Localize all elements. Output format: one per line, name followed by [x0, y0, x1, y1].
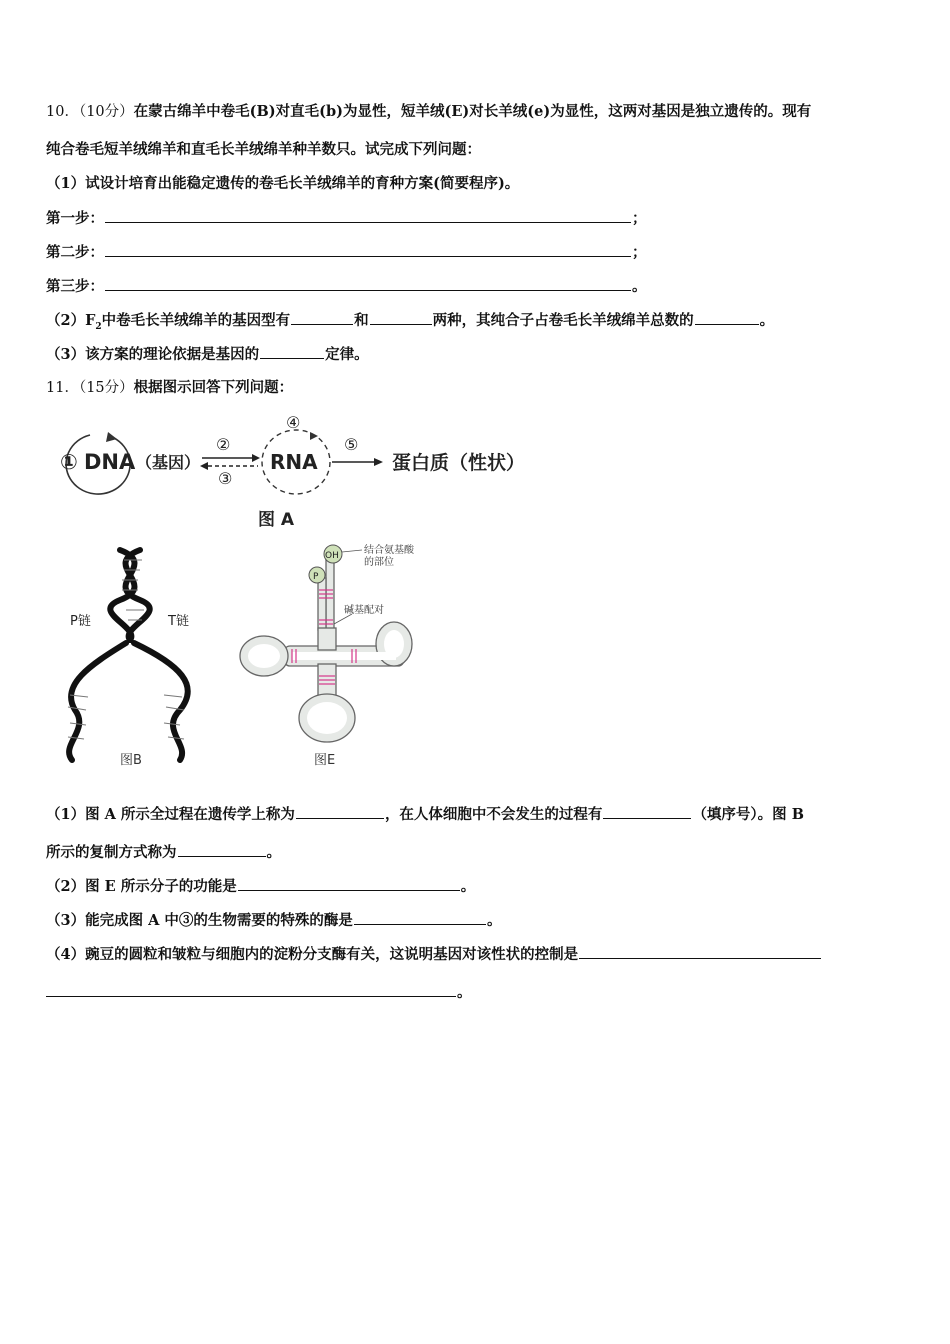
q11-part3-text-a: （3）能完成图 A 中③的生物需要的特殊的酶是	[46, 912, 353, 929]
gene-label: （基因）	[136, 453, 201, 472]
law-blank[interactable]	[260, 344, 324, 359]
figure-e	[234, 540, 444, 770]
figure-b-caption: 图B	[120, 753, 142, 768]
p-chain-strand	[69, 643, 126, 760]
protein-label: 蛋白质（性状）	[392, 452, 526, 474]
q10-step2	[46, 242, 647, 263]
q10-part1: （1）试设计培育出能稳定遗传的卷毛长羊绒绵羊的育种方案(简要程序)。	[46, 175, 520, 192]
figure-b	[60, 545, 220, 770]
q11-part1-text-d: 所示的复制方式称为	[46, 844, 177, 861]
replication-mode-blank[interactable]	[178, 842, 266, 857]
q10-line2: 纯合卷毛短羊绒绵羊和直毛长羊绒绵羊种羊数只。试完成下列问题：	[46, 141, 481, 158]
step-4-label: ④	[286, 413, 301, 432]
step-5-label: ⑤	[344, 435, 359, 454]
proportion-blank[interactable]	[695, 310, 759, 325]
rna-replication-arrowhead	[310, 432, 318, 440]
step1-label: 第一步：	[46, 210, 104, 227]
q11-part1-line2	[46, 842, 281, 863]
part2-text-e: 。	[759, 312, 775, 329]
central-dogma-blank[interactable]	[296, 804, 384, 819]
step2-end: ；	[632, 244, 647, 261]
q11-part1-text-b: ，在人体细胞中不会发生的过程有	[384, 806, 603, 823]
q10-part2	[46, 310, 774, 337]
stem-junction	[318, 628, 336, 650]
part3-text-a: （3）该方案的理论依据是基因的	[46, 346, 260, 363]
process-number-blank[interactable]	[603, 804, 691, 819]
aa-site-pointer	[342, 550, 362, 552]
step3-label: 第三步：	[46, 278, 104, 295]
transcription-arrowhead	[252, 454, 260, 462]
step-3-label: ③	[218, 469, 233, 488]
q11-part2-text-b: 。	[460, 878, 476, 895]
q10-number: 10．（10分）	[46, 104, 134, 120]
aa-binding-site-label-1: 结合氨基酸	[364, 545, 414, 556]
gene-control-blank-2[interactable]	[46, 982, 456, 997]
q11-part1-text-c: （填序号）。图 B	[692, 806, 804, 823]
rna-label: RNA	[270, 450, 318, 474]
part2-text-a: （2）F	[46, 312, 96, 329]
q11-part4-text-a: （4）豌豆的圆粒和皱粒与细胞内的淀粉分支酶有关，这说明基因对该性状的控制是	[46, 946, 579, 963]
p-chain-label: P链	[70, 614, 91, 629]
gene-control-blank-1[interactable]	[579, 944, 821, 959]
part3-text-b: 定律。	[325, 346, 369, 363]
q10-line1	[46, 102, 811, 122]
figure-a	[52, 410, 542, 535]
step-2-label: ②	[216, 435, 231, 454]
part2-text-c: 和	[354, 312, 369, 329]
step3-end: 。	[632, 278, 647, 295]
enzyme-blank[interactable]	[354, 910, 486, 925]
acceptor-stem-left	[318, 578, 326, 630]
q10-part3	[46, 344, 369, 365]
t-chain-strand	[134, 643, 188, 760]
q11-stem: 根据图示回答下列问题：	[133, 379, 294, 396]
q11-part2-text-a: （2）图 E 所示分子的功能是	[46, 878, 237, 895]
q10-step3	[46, 276, 647, 297]
aa-binding-site-label-2: 的部位	[364, 557, 394, 568]
step2-label: 第二步：	[46, 244, 104, 261]
q11-part4-line2	[46, 982, 472, 1003]
oh-label: OH	[325, 551, 339, 561]
t-chain-label: T链	[168, 614, 189, 629]
q11-part3-text-b: 。	[486, 912, 502, 929]
q11-part1-text-e: 。	[266, 844, 281, 861]
step1-blank[interactable]	[105, 208, 631, 223]
reverse-transcription-arrowhead	[200, 462, 208, 470]
q11-part1-text-a: （1）图 A 所示全过程在遗传学上称为	[46, 806, 295, 823]
trna-function-blank[interactable]	[238, 876, 460, 891]
figure-a-caption: 图 A	[258, 510, 295, 530]
step-1-label: ①	[60, 450, 78, 474]
base-pairing-label: 碱基配对	[344, 605, 384, 616]
part2-subscript: 2	[95, 321, 102, 332]
q11-part4-text-b: 。	[457, 984, 472, 1001]
q11-number: 11．（15分）	[46, 380, 134, 396]
genotype-blank-1[interactable]	[291, 310, 353, 325]
figure-e-caption: 图E	[314, 753, 336, 768]
q11-part4-line1	[46, 944, 822, 965]
translation-arrowhead	[374, 458, 383, 466]
q11-part3	[46, 910, 501, 931]
q10-step1	[46, 208, 647, 229]
step2-blank[interactable]	[105, 242, 631, 257]
replication-arrowhead	[106, 432, 117, 442]
anticodon-stem	[318, 664, 336, 698]
q11-part2	[46, 876, 475, 897]
q10-stem: 在蒙古绵羊中卷毛(B)对直毛(b)为显性，短羊绒(E)对长羊绒(e)为显性，这两对基因是独立遗传的。现有	[133, 103, 812, 120]
part2-text-b: 中卷毛长羊绒绵羊的基因型有	[101, 312, 291, 329]
q11-part1-line1	[46, 804, 804, 825]
q11-line1	[46, 378, 293, 398]
step3-blank[interactable]	[105, 276, 631, 291]
genotype-blank-2[interactable]	[370, 310, 432, 325]
step1-end: ；	[632, 210, 647, 227]
dna-label: DNA	[84, 450, 136, 474]
part2-text-d: 两种，其纯合子占卷毛长羊绒绵羊总数的	[432, 312, 694, 329]
p-label: P	[313, 572, 319, 582]
